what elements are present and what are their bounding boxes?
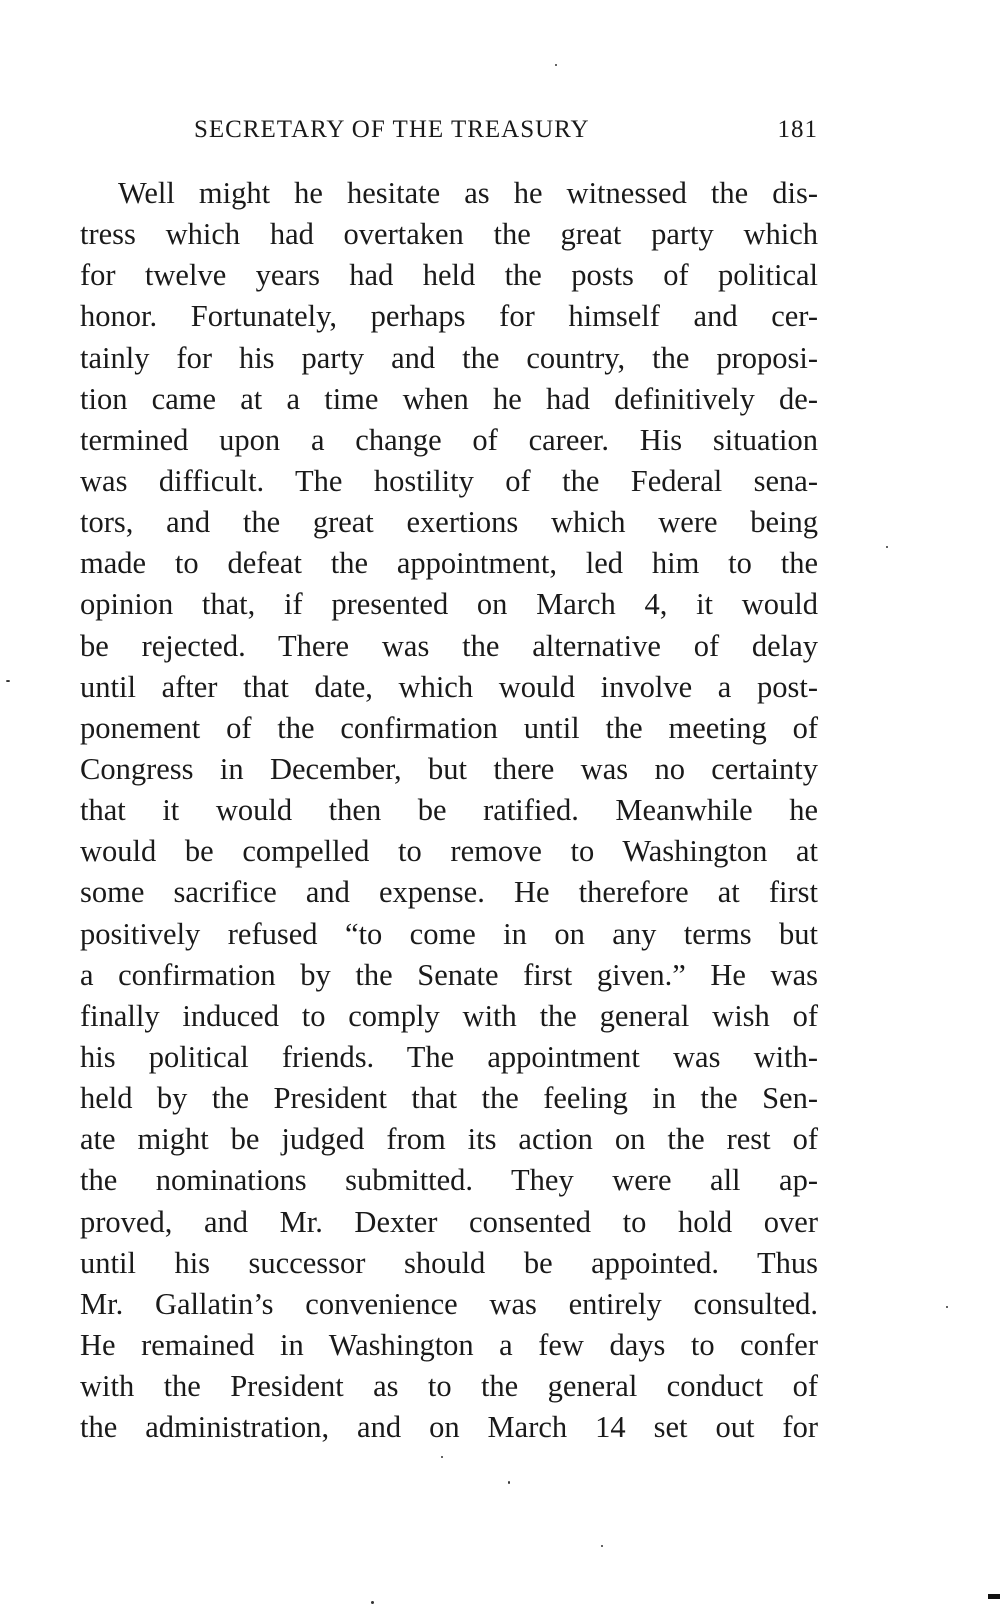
page-number: 181 xyxy=(777,116,818,143)
running-title: SECRETARY OF THE TREASURY xyxy=(194,116,590,143)
scan-speck xyxy=(441,1456,443,1458)
text-line: until after that date, which would involve a post- xyxy=(80,669,818,704)
scan-speck xyxy=(601,1545,603,1547)
text-line: finally induced to comply with the general wish of xyxy=(80,998,818,1033)
scan-speck xyxy=(555,64,557,66)
text-line: tors, and the great exertions which were being xyxy=(80,505,818,540)
text-line: that it would then be ratified. Meanwhile he xyxy=(80,793,818,828)
body-paragraph xyxy=(80,173,818,1448)
running-head xyxy=(80,116,818,152)
text-line: ate might be judged from its action on the rest of xyxy=(80,1122,818,1157)
text-line: honor. Fortunately, perhaps for himself and cer- xyxy=(80,299,818,334)
scan-speck xyxy=(886,546,888,548)
text-line: He remained in Washington a few days to confer xyxy=(80,1327,818,1362)
scan-speck xyxy=(371,1601,374,1604)
text-line: tainly for his party and the country, the proposi- xyxy=(80,340,818,375)
text-line: tress which had overtaken the great party which xyxy=(80,217,818,252)
text-line: was difficult. The hostility of the Federal sena- xyxy=(80,463,818,498)
scan-speck xyxy=(946,1306,948,1308)
text-line: Congress in December, but there was no certainty xyxy=(80,751,818,786)
text-line: Mr. Gallatin’s convenience was entirely consulted. xyxy=(80,1286,818,1321)
scan-speck xyxy=(6,680,10,682)
text-line: Well might he hesitate as he witnessed the dis- xyxy=(118,176,818,210)
text-line: be rejected. There was the alternative of delay xyxy=(80,628,818,663)
text-line: until his successor should be appointed. Thus xyxy=(80,1245,818,1280)
scan-edge-mark xyxy=(988,1594,1000,1599)
text-line: made to defeat the appointment, led him to the xyxy=(80,546,818,581)
text-line: tion came at a time when he had definitively de- xyxy=(80,381,818,416)
scan-speck xyxy=(508,1481,510,1484)
text-line: some sacrifice and expense. He therefore at first xyxy=(80,875,818,910)
text-line: opinion that, if presented on March 4, it would xyxy=(80,587,818,622)
text-line: proved, and Mr. Dexter consented to hold over xyxy=(80,1204,818,1239)
text-line: the administration, and on March 14 set out for xyxy=(80,1410,818,1445)
text-line: with the President as to the general conduct of xyxy=(80,1369,818,1404)
text-line: for twelve years had held the posts of political xyxy=(80,258,818,293)
text-line: his political friends. The appointment was with- xyxy=(80,1039,818,1074)
text-line: would be compelled to remove to Washington at xyxy=(80,834,818,869)
text-line: ponement of the confirmation until the meeting of xyxy=(80,710,818,745)
text-line: a confirmation by the Senate first given.” He was xyxy=(80,957,818,992)
text-line: positively refused “to come in on any terms but xyxy=(80,916,818,951)
text-line: termined upon a change of career. His situation xyxy=(80,422,818,457)
text-line: held by the President that the feeling in the Sen- xyxy=(80,1081,818,1116)
text-line: the nominations submitted. They were all ap- xyxy=(80,1163,818,1198)
